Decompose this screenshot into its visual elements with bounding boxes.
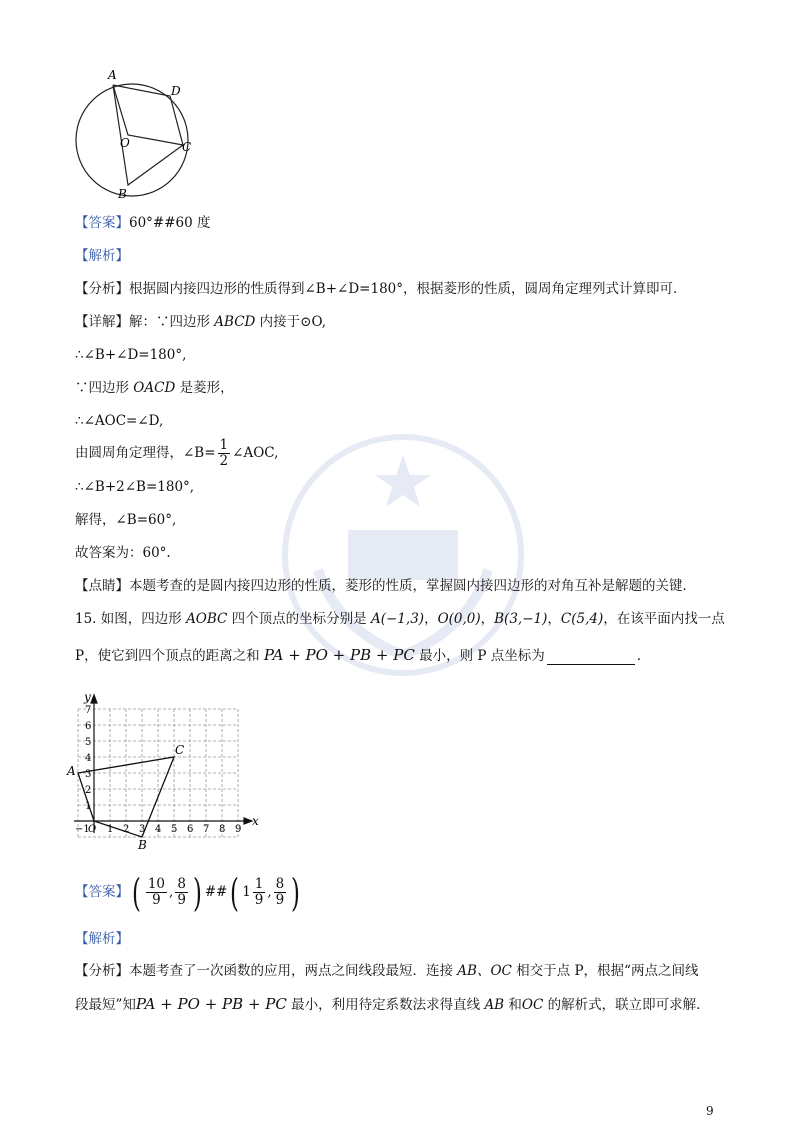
stem-text: 四个顶点的坐标分别是 <box>227 611 371 627</box>
q15-answer-line: 【答案】( $\frac{10}{9}$ , $\frac{8}{9}$ ) ##( 1 $\frac{1}{9}$ , $\frac{8}{9}$ ) <box>75 870 301 915</box>
y-axis-label: y <box>84 690 91 704</box>
fraction-x1: $\frac{10}{9}$ <box>147 876 166 908</box>
q15-analysis-line <box>75 930 129 948</box>
fenxi-text: 段最短”知 <box>75 997 136 1013</box>
detail-text: 是菱形， <box>175 380 234 396</box>
watermark-logo <box>278 430 528 680</box>
fenxi-tag: 【分析】 <box>75 281 129 297</box>
stem-italic: AOBC <box>186 611 228 627</box>
fenxi-expression: PA + PO + PB + PC <box>135 995 287 1013</box>
x-tick-label: O <box>88 824 97 835</box>
point-O-coords: O(0,0) <box>437 611 481 627</box>
fraction-y2: $\frac{8}{9}$ <box>275 876 285 908</box>
point-A-coords: A(−1,3) <box>370 611 425 627</box>
detail-text: 解：∵四边形 <box>129 314 215 330</box>
analysis-tag: 【解析】 <box>75 248 129 264</box>
page-number: 9 <box>706 1104 714 1118</box>
fenxi-text: 和 <box>504 997 522 1013</box>
point-label-A: A <box>67 764 76 778</box>
q14-detail-line-6: ∴∠B+2∠B=180°, <box>75 479 195 495</box>
mixed-whole: 1 <box>242 884 251 900</box>
paren-open: ( <box>131 870 141 915</box>
q14-detail-line-5 <box>75 436 278 470</box>
quadrilateral-ABCD <box>113 85 183 185</box>
detail-text: ∠AOC, <box>232 445 279 461</box>
detail-text: 内接于⊙O, <box>255 314 327 330</box>
fenxi-tag: 【分析】 <box>75 963 129 979</box>
q14-detail-line-2: ∴∠B+∠D=180°, <box>75 347 187 363</box>
comment-text: 本题考查的是圆内接四边形的性质，菱形的性质，掌握圆内接四边形的对角互补是解题的关键． <box>129 578 696 594</box>
x-tick-label: 5 <box>171 824 178 835</box>
stem-end: . <box>636 648 642 664</box>
x-axis-arrow <box>244 818 252 824</box>
x-tick-label: 4 <box>155 824 162 835</box>
point-label-C: C <box>175 743 185 757</box>
y-tick-label: 1 <box>85 801 92 812</box>
detail-italic: OACD <box>133 380 176 396</box>
fraction-y1: $\frac{8}{9}$ <box>177 876 186 908</box>
y-tick-label: 5 <box>85 737 92 748</box>
detail-text: 由圆周角定理得，∠B= <box>75 445 216 461</box>
stem-text: P，使它到四个顶点的距离之和 <box>75 648 264 664</box>
x-tick-label: 6 <box>187 824 194 835</box>
x-tick-label: 8 <box>219 824 226 835</box>
paren-close: ) <box>192 870 202 915</box>
label-D: D <box>171 84 181 98</box>
label-A: A <box>108 68 117 82</box>
q14-comment-line <box>75 577 696 595</box>
point-C-coords: C(5,4) <box>560 611 604 627</box>
comment-tag: 【点睛】 <box>75 578 129 594</box>
stem-text: 最小，则 P 点坐标为 <box>414 648 545 664</box>
coordinate-grid-figure <box>67 678 270 852</box>
fenxi-italic: OC <box>521 997 544 1013</box>
fenxi-text: 本题考查了一次函数的应用，两点之间线段最短．连接 <box>129 963 458 979</box>
y-tick-label: 3 <box>85 769 92 780</box>
q14-analysis-line <box>75 247 129 265</box>
answer-separator: ## <box>204 884 228 900</box>
fenxi-text: 的解析式，联立即可求解． <box>543 997 710 1013</box>
x-tick-label: −1 <box>75 824 90 835</box>
answer-tag: 【答案】 <box>75 884 129 900</box>
y-tick-label: 4 <box>85 753 92 764</box>
q14-detail-line-8: 故答案为：60°. <box>75 545 171 561</box>
y-tick-label: 6 <box>85 721 92 732</box>
point-B-coords: B(3,−1) <box>494 611 548 627</box>
fraction-half: $\frac{1}{2}$ <box>219 437 229 469</box>
fenxi-italic: AB、OC <box>457 963 512 979</box>
paren-open: ( <box>230 870 240 915</box>
q14-detail-line-7: 解得，∠B=60°, <box>75 512 177 528</box>
x-tick-label: 7 <box>203 824 210 835</box>
x-axis-label: x <box>252 814 259 828</box>
x-tick-label: 3 <box>139 824 146 835</box>
x-tick-label: 9 <box>235 824 242 835</box>
paren-close: ) <box>291 870 301 915</box>
q15-fenxi-line-2 <box>75 995 710 1014</box>
detail-tag: 【详解】 <box>75 314 129 330</box>
fraction-x2: $\frac{1}{9}$ <box>254 876 264 908</box>
y-axis-arrow <box>91 695 97 703</box>
label-O: O <box>120 136 130 150</box>
y-tick-label: 7 <box>85 705 92 716</box>
q14-detail-line-4: ∴∠AOC=∠D, <box>75 413 164 429</box>
analysis-tag: 【解析】 <box>75 931 129 947</box>
detail-italic: ABCD <box>214 314 256 330</box>
stem-expression: PA + PO + PB + PC <box>263 646 415 664</box>
detail-text: ∵四边形 <box>75 380 134 396</box>
label-B: B <box>118 187 127 201</box>
q14-fenxi-line <box>75 280 687 298</box>
answer-text: 60°##60 度 <box>129 215 211 231</box>
y-tick-label: 2 <box>85 785 92 796</box>
answer-blank <box>547 650 635 665</box>
circle-quadrilateral-figure <box>70 65 200 205</box>
fenxi-italic: AB <box>484 997 505 1013</box>
fenxi-text: 根据圆内接四边形的性质得到∠B+∠D=180°，根据菱形的性质，圆周角定理列式计算即可． <box>129 281 687 297</box>
q15-fenxi-line-1 <box>75 962 698 980</box>
q14-detail-line-1 <box>75 313 326 331</box>
q14-answer-line <box>75 214 211 232</box>
fenxi-text: 相交于点 P，根据“两点之间线 <box>511 963 699 979</box>
stem-text: ，在该平面内找一点 <box>603 611 725 627</box>
q15-stem-line-2 <box>75 646 641 665</box>
label-C: C <box>182 140 192 154</box>
q14-detail-line-3 <box>75 379 234 397</box>
x-tick-label: 2 <box>123 824 130 835</box>
answer-tag: 【答案】 <box>75 215 129 231</box>
stem-text: 15. 如图，四边形 <box>75 611 187 627</box>
point-label-B: B <box>138 838 147 852</box>
x-tick-label: 1 <box>107 824 114 835</box>
fenxi-text: 最小，利用待定系数法求得直线 <box>286 997 485 1013</box>
q15-stem-line-1: 15. 如图，四边形 AOBC 四个顶点的坐标分别是 A(−1,3)，O(0,0)，B(3,−1)，C(5,4)，在该平面内找一点 <box>75 611 725 627</box>
